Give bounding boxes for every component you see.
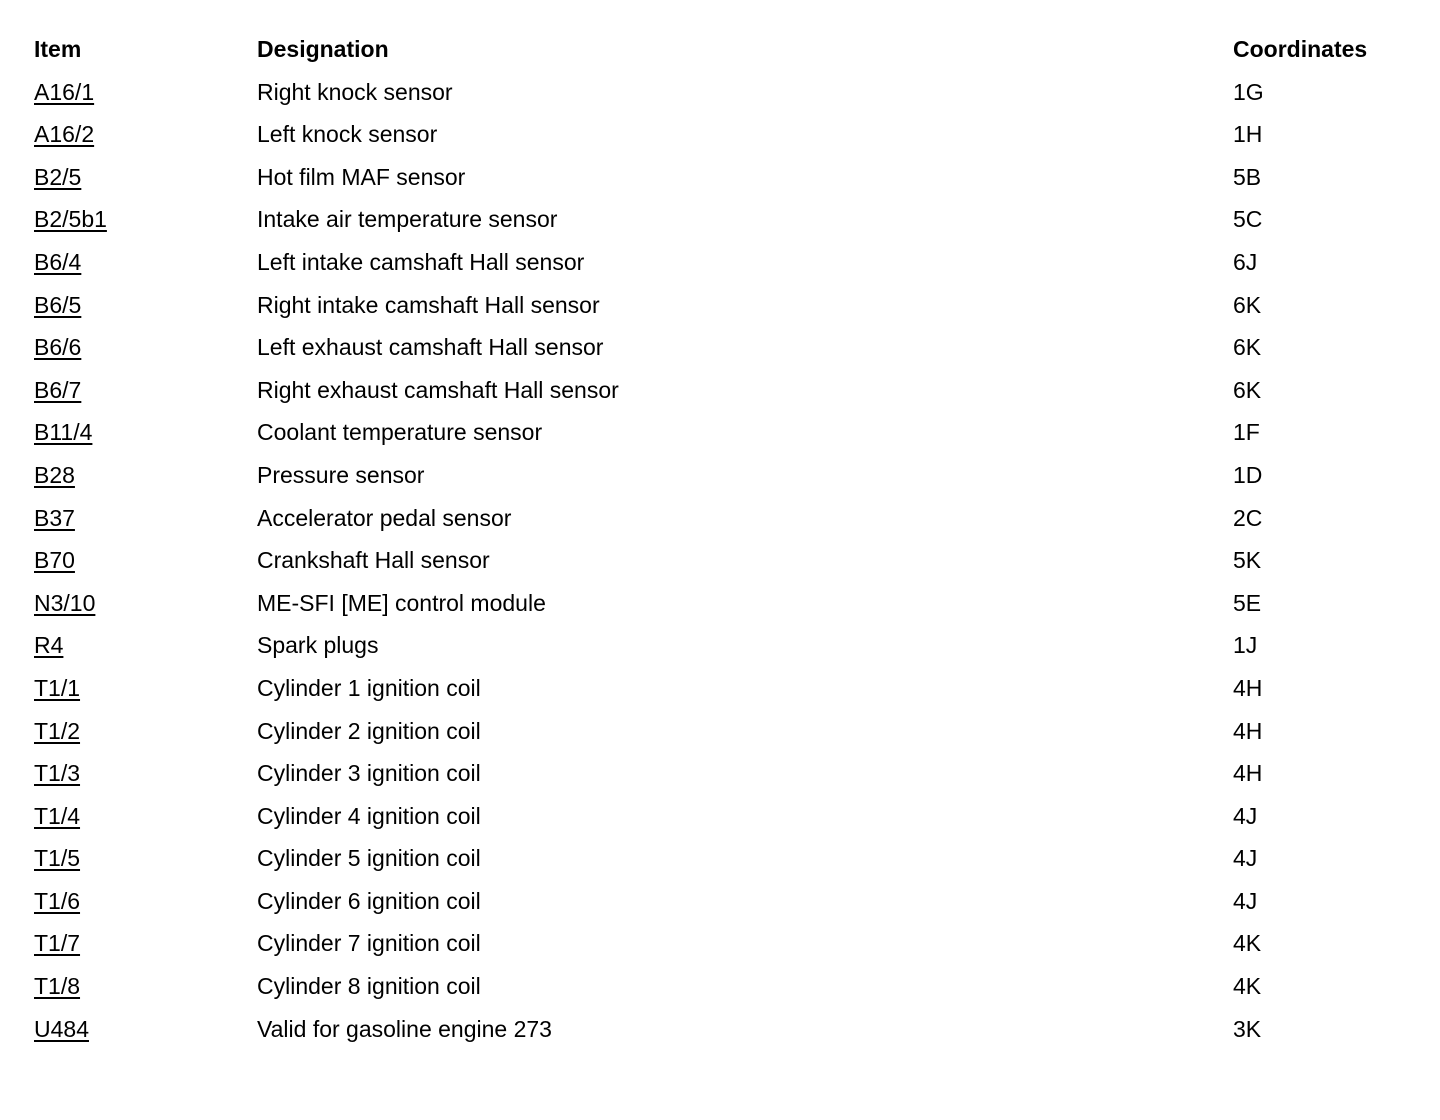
coordinates-text: 5B <box>1233 163 1262 190</box>
coordinates-text: 4J <box>1233 845 1258 872</box>
item-link[interactable]: U484 <box>34 1015 89 1042</box>
table-header <box>34 28 1414 71</box>
coordinates-text: 4K <box>1233 973 1262 1000</box>
table-row <box>34 752 1414 795</box>
designation-text: Cylinder 2 ignition coil <box>257 717 481 744</box>
coordinates-text: 3K <box>1233 1015 1262 1042</box>
table-row <box>34 411 1414 454</box>
table-row <box>34 326 1414 369</box>
table-row <box>34 156 1414 199</box>
table-row <box>34 710 1414 753</box>
designation-text: Left exhaust camshaft Hall sensor <box>257 334 604 361</box>
coordinates-text: 6K <box>1233 334 1262 361</box>
coordinates-text: 4J <box>1233 887 1258 914</box>
coordinates-text: 4H <box>1233 760 1263 787</box>
item-link[interactable]: B37 <box>34 504 75 531</box>
item-link[interactable]: R4 <box>34 632 64 659</box>
table-row <box>34 454 1414 497</box>
designation-text: Right intake camshaft Hall sensor <box>257 291 600 318</box>
table-row <box>34 241 1414 284</box>
coordinates-text: 2C <box>1233 504 1263 531</box>
designation-text: Left intake camshaft Hall sensor <box>257 248 585 275</box>
item-link[interactable]: T1/2 <box>34 717 81 744</box>
coordinates-text: 5C <box>1233 206 1263 233</box>
item-link[interactable]: T1/6 <box>34 887 81 914</box>
header-designation: Designation <box>257 36 389 62</box>
table-row <box>34 795 1414 838</box>
designation-text: Accelerator pedal sensor <box>257 504 512 531</box>
coordinates-text: 6J <box>1233 248 1258 275</box>
table-row <box>34 497 1414 540</box>
coordinates-text: 1J <box>1233 632 1258 659</box>
designation-text: Cylinder 4 ignition coil <box>257 802 481 829</box>
table-row <box>34 922 1414 965</box>
item-link[interactable]: B6/4 <box>34 248 82 275</box>
designation-text: Right exhaust camshaft Hall sensor <box>257 376 619 403</box>
item-link[interactable]: B70 <box>34 547 75 574</box>
item-link[interactable]: B2/5 <box>34 163 82 190</box>
table-row <box>34 582 1414 625</box>
coordinates-text: 1D <box>1233 461 1263 488</box>
designation-text: Cylinder 5 ignition coil <box>257 845 481 872</box>
table-row <box>34 965 1414 1008</box>
designation-text: Hot film MAF sensor <box>257 163 466 190</box>
designation-text: Cylinder 7 ignition coil <box>257 930 481 957</box>
designation-text: Right knock sensor <box>257 78 453 105</box>
item-link[interactable]: T1/4 <box>34 802 81 829</box>
item-link[interactable]: B28 <box>34 461 75 488</box>
coordinates-text: 6K <box>1233 376 1262 403</box>
designation-text: Cylinder 6 ignition coil <box>257 887 481 914</box>
item-link[interactable]: B6/6 <box>34 334 82 361</box>
designation-text: Crankshaft Hall sensor <box>257 547 490 574</box>
table-row <box>34 113 1414 156</box>
table-row <box>34 284 1414 327</box>
coordinates-text: 1H <box>1233 121 1263 148</box>
table-body <box>34 71 1414 1051</box>
table-row <box>34 539 1414 582</box>
designation-text: Spark plugs <box>257 632 379 659</box>
coordinates-text: 5K <box>1233 547 1262 574</box>
designation-text: Left knock sensor <box>257 121 438 148</box>
item-link[interactable]: B2/5b1 <box>34 206 107 233</box>
coordinates-text: 4J <box>1233 802 1258 829</box>
table-row <box>34 198 1414 241</box>
coordinates-text: 4K <box>1233 930 1262 957</box>
item-link[interactable]: T1/8 <box>34 973 81 1000</box>
table-row <box>34 880 1414 923</box>
coordinates-text: 1F <box>1233 419 1260 446</box>
coordinates-text: 6K <box>1233 291 1262 318</box>
item-link[interactable]: A16/1 <box>34 78 95 105</box>
coordinates-text: 4H <box>1233 717 1263 744</box>
table-row <box>34 71 1414 114</box>
header-coordinates: Coordinates <box>1233 36 1368 62</box>
component-table <box>34 28 1414 1050</box>
table-row <box>34 369 1414 412</box>
header-item: Item <box>34 36 82 62</box>
designation-text: Pressure sensor <box>257 461 425 488</box>
item-link[interactable]: B6/5 <box>34 291 82 318</box>
coordinates-text: 4H <box>1233 674 1263 701</box>
item-link[interactable]: N3/10 <box>34 589 96 616</box>
table-row <box>34 837 1414 880</box>
table-row <box>34 1008 1414 1051</box>
coordinates-text: 1G <box>1233 78 1264 105</box>
item-link[interactable]: T1/5 <box>34 845 81 872</box>
designation-text: Valid for gasoline engine 273 <box>257 1015 552 1042</box>
item-link[interactable]: T1/1 <box>34 674 81 701</box>
item-link[interactable]: B6/7 <box>34 376 82 403</box>
item-link[interactable]: T1/3 <box>34 760 81 787</box>
designation-text: ME-SFI [ME] control module <box>257 589 546 616</box>
designation-text: Cylinder 1 ignition coil <box>257 674 481 701</box>
designation-text: Cylinder 8 ignition coil <box>257 973 481 1000</box>
table-row <box>34 667 1414 710</box>
designation-text: Cylinder 3 ignition coil <box>257 760 481 787</box>
item-link[interactable]: T1/7 <box>34 930 81 957</box>
item-link[interactable]: B11/4 <box>34 419 93 446</box>
coordinates-text: 5E <box>1233 589 1262 616</box>
designation-text: Intake air temperature sensor <box>257 206 558 233</box>
table-row <box>34 624 1414 667</box>
item-link[interactable]: A16/2 <box>34 121 95 148</box>
designation-text: Coolant temperature sensor <box>257 419 543 446</box>
